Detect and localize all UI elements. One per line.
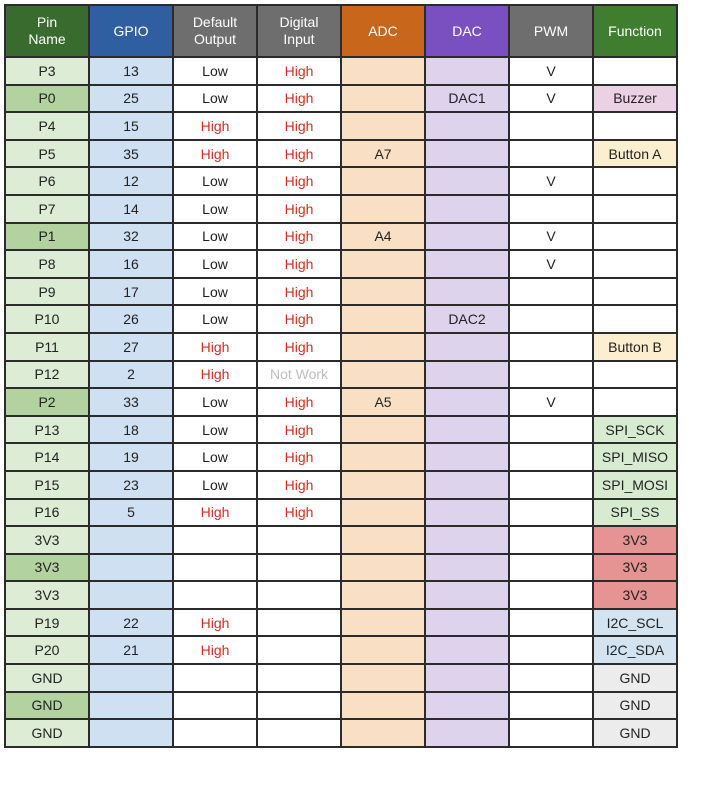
header-function: Function — [593, 5, 677, 57]
gpio-cell: 5 — [89, 499, 173, 527]
table-header — [5, 5, 677, 57]
pwm-cell — [509, 692, 593, 720]
digital-input-cell: High — [257, 85, 341, 113]
dac-cell — [425, 581, 509, 609]
default-output-cell: Low — [173, 85, 257, 113]
pwm-cell — [509, 361, 593, 389]
pin-name-cell: GND — [5, 719, 89, 747]
dac-cell — [425, 719, 509, 747]
adc-cell — [341, 554, 425, 582]
adc-cell: A4 — [341, 223, 425, 251]
pin-name-cell: P19 — [5, 609, 89, 637]
function-cell — [593, 305, 677, 333]
pin-name-cell: P13 — [5, 416, 89, 444]
default-output-cell: High — [173, 636, 257, 664]
default-output-cell: Low — [173, 195, 257, 223]
digital-input-cell — [257, 664, 341, 692]
dac-cell — [425, 250, 509, 278]
pwm-cell — [509, 443, 593, 471]
adc-cell — [341, 112, 425, 140]
digital-input-cell — [257, 692, 341, 720]
adc-cell — [341, 471, 425, 499]
pwm-cell — [509, 609, 593, 637]
default-output-cell: High — [173, 333, 257, 361]
digital-input-cell: High — [257, 112, 341, 140]
gpio-cell: 2 — [89, 361, 173, 389]
pwm-cell — [509, 416, 593, 444]
function-cell — [593, 223, 677, 251]
function-cell: GND — [593, 719, 677, 747]
digital-input-cell — [257, 526, 341, 554]
default-output-cell: High — [173, 361, 257, 389]
digital-input-cell — [257, 719, 341, 747]
adc-cell — [341, 636, 425, 664]
table-row — [5, 333, 677, 361]
adc-cell — [341, 361, 425, 389]
default-output-cell: Low — [173, 388, 257, 416]
pwm-cell — [509, 333, 593, 361]
dac-cell — [425, 388, 509, 416]
gpio-cell: 14 — [89, 195, 173, 223]
digital-input-cell: High — [257, 140, 341, 168]
function-cell — [593, 361, 677, 389]
digital-input-cell — [257, 609, 341, 637]
default-output-cell: High — [173, 609, 257, 637]
table-row — [5, 112, 677, 140]
pin-name-cell: P9 — [5, 278, 89, 306]
dac-cell: DAC1 — [425, 85, 509, 113]
pin-name-cell: 3V3 — [5, 581, 89, 609]
digital-input-cell: High — [257, 223, 341, 251]
dac-cell — [425, 112, 509, 140]
dac-cell — [425, 499, 509, 527]
digital-input-cell: High — [257, 278, 341, 306]
table-row — [5, 361, 677, 389]
table-row — [5, 223, 677, 251]
pin-name-cell: P3 — [5, 57, 89, 85]
header-dac: DAC — [425, 5, 509, 57]
table-row — [5, 305, 677, 333]
default-output-cell: Low — [173, 471, 257, 499]
table-row — [5, 554, 677, 582]
gpio-cell: 13 — [89, 57, 173, 85]
adc-cell — [341, 692, 425, 720]
digital-input-cell: High — [257, 499, 341, 527]
gpio-cell: 22 — [89, 609, 173, 637]
adc-cell — [341, 167, 425, 195]
pwm-cell: V — [509, 57, 593, 85]
adc-cell — [341, 85, 425, 113]
default-output-cell — [173, 664, 257, 692]
pwm-cell — [509, 636, 593, 664]
dac-cell — [425, 526, 509, 554]
pin-name-cell: GND — [5, 692, 89, 720]
function-cell: GND — [593, 692, 677, 720]
function-cell — [593, 195, 677, 223]
default-output-cell: High — [173, 140, 257, 168]
dac-cell — [425, 554, 509, 582]
digital-input-cell: High — [257, 305, 341, 333]
table-row — [5, 140, 677, 168]
header-pin-name: Pin Name — [5, 5, 89, 57]
digital-input-cell: High — [257, 471, 341, 499]
function-cell: SPI_MISO — [593, 443, 677, 471]
pwm-cell — [509, 140, 593, 168]
pin-name-cell: P15 — [5, 471, 89, 499]
pwm-cell: V — [509, 250, 593, 278]
adc-cell — [341, 305, 425, 333]
table-row — [5, 443, 677, 471]
function-cell: SPI_SS — [593, 499, 677, 527]
function-cell — [593, 388, 677, 416]
dac-cell — [425, 664, 509, 692]
dac-cell — [425, 278, 509, 306]
function-cell: 3V3 — [593, 526, 677, 554]
gpio-cell: 17 — [89, 278, 173, 306]
pwm-cell — [509, 526, 593, 554]
table-row — [5, 195, 677, 223]
gpio-cell: 21 — [89, 636, 173, 664]
dac-cell — [425, 195, 509, 223]
gpio-cell: 15 — [89, 112, 173, 140]
digital-input-cell: High — [257, 250, 341, 278]
function-cell: I2C_SDA — [593, 636, 677, 664]
dac-cell — [425, 692, 509, 720]
function-cell: 3V3 — [593, 554, 677, 582]
digital-input-cell — [257, 636, 341, 664]
gpio-cell — [89, 581, 173, 609]
default-output-cell — [173, 554, 257, 582]
pwm-cell — [509, 581, 593, 609]
pwm-cell: V — [509, 167, 593, 195]
gpio-cell: 33 — [89, 388, 173, 416]
adc-cell — [341, 57, 425, 85]
gpio-cell: 12 — [89, 167, 173, 195]
default-output-cell: High — [173, 112, 257, 140]
dac-cell — [425, 609, 509, 637]
digital-input-cell: High — [257, 167, 341, 195]
gpio-cell: 32 — [89, 223, 173, 251]
table-row — [5, 526, 677, 554]
adc-cell — [341, 526, 425, 554]
default-output-cell: Low — [173, 250, 257, 278]
digital-input-cell: High — [257, 57, 341, 85]
pwm-cell — [509, 278, 593, 306]
pin-name-cell: P14 — [5, 443, 89, 471]
table-row — [5, 664, 677, 692]
table-row — [5, 471, 677, 499]
default-output-cell — [173, 526, 257, 554]
table-row — [5, 250, 677, 278]
header-adc: ADC — [341, 5, 425, 57]
adc-cell — [341, 664, 425, 692]
dac-cell — [425, 167, 509, 195]
pin-name-cell: P8 — [5, 250, 89, 278]
pwm-cell — [509, 664, 593, 692]
dac-cell — [425, 471, 509, 499]
dac-cell — [425, 57, 509, 85]
dac-cell — [425, 333, 509, 361]
header-gpio: GPIO — [89, 5, 173, 57]
adc-cell — [341, 499, 425, 527]
function-cell: Button A — [593, 140, 677, 168]
gpio-cell — [89, 554, 173, 582]
table-row — [5, 609, 677, 637]
pin-table-container — [4, 4, 678, 748]
default-output-cell: Low — [173, 278, 257, 306]
table-row — [5, 388, 677, 416]
table-row — [5, 167, 677, 195]
adc-cell: A5 — [341, 388, 425, 416]
digital-input-cell — [257, 554, 341, 582]
gpio-cell: 27 — [89, 333, 173, 361]
pin-name-cell: P4 — [5, 112, 89, 140]
table-row — [5, 719, 677, 747]
gpio-cell — [89, 664, 173, 692]
function-cell — [593, 112, 677, 140]
function-cell — [593, 250, 677, 278]
default-output-cell — [173, 692, 257, 720]
adc-cell — [341, 609, 425, 637]
gpio-cell: 35 — [89, 140, 173, 168]
header-row — [5, 5, 677, 57]
default-output-cell: Low — [173, 167, 257, 195]
pin-name-cell: P16 — [5, 499, 89, 527]
digital-input-cell: High — [257, 195, 341, 223]
dac-cell: DAC2 — [425, 305, 509, 333]
adc-cell — [341, 195, 425, 223]
table-row — [5, 278, 677, 306]
pin-name-cell: 3V3 — [5, 526, 89, 554]
pin-name-cell: P6 — [5, 167, 89, 195]
adc-cell — [341, 278, 425, 306]
digital-input-cell — [257, 581, 341, 609]
function-cell: SPI_MOSI — [593, 471, 677, 499]
gpio-cell — [89, 526, 173, 554]
table-row — [5, 416, 677, 444]
function-cell — [593, 278, 677, 306]
adc-cell — [341, 416, 425, 444]
digital-input-cell: High — [257, 416, 341, 444]
adc-cell — [341, 333, 425, 361]
gpio-cell — [89, 692, 173, 720]
header-pwm: PWM — [509, 5, 593, 57]
gpio-cell: 19 — [89, 443, 173, 471]
function-cell — [593, 57, 677, 85]
table-row — [5, 85, 677, 113]
pwm-cell: V — [509, 85, 593, 113]
dac-cell — [425, 443, 509, 471]
gpio-cell: 25 — [89, 85, 173, 113]
dac-cell — [425, 416, 509, 444]
pin-name-cell: 3V3 — [5, 554, 89, 582]
pwm-cell: V — [509, 388, 593, 416]
dac-cell — [425, 223, 509, 251]
table-body — [5, 57, 677, 747]
pwm-cell — [509, 554, 593, 582]
adc-cell — [341, 719, 425, 747]
gpio-cell — [89, 719, 173, 747]
default-output-cell — [173, 719, 257, 747]
pin-name-cell: P5 — [5, 140, 89, 168]
digital-input-cell: High — [257, 333, 341, 361]
function-cell: GND — [593, 664, 677, 692]
table-row — [5, 57, 677, 85]
dac-cell — [425, 140, 509, 168]
pwm-cell — [509, 112, 593, 140]
function-cell — [593, 167, 677, 195]
gpio-cell: 23 — [89, 471, 173, 499]
default-output-cell — [173, 581, 257, 609]
function-cell: Button B — [593, 333, 677, 361]
table-row — [5, 581, 677, 609]
default-output-cell: High — [173, 499, 257, 527]
digital-input-cell: High — [257, 443, 341, 471]
adc-cell — [341, 250, 425, 278]
default-output-cell: Low — [173, 223, 257, 251]
pin-name-cell: P10 — [5, 305, 89, 333]
dac-cell — [425, 636, 509, 664]
pin-name-cell: P7 — [5, 195, 89, 223]
table-row — [5, 499, 677, 527]
adc-cell — [341, 581, 425, 609]
table-row — [5, 636, 677, 664]
digital-input-cell: High — [257, 388, 341, 416]
pwm-cell: V — [509, 223, 593, 251]
adc-cell: A7 — [341, 140, 425, 168]
pwm-cell — [509, 471, 593, 499]
gpio-cell: 18 — [89, 416, 173, 444]
pin-name-cell: P12 — [5, 361, 89, 389]
dac-cell — [425, 361, 509, 389]
header-default-output: Default Output — [173, 5, 257, 57]
pin-table — [4, 4, 678, 748]
header-digital-input: Digital Input — [257, 5, 341, 57]
pwm-cell — [509, 305, 593, 333]
function-cell: SPI_SCK — [593, 416, 677, 444]
pin-name-cell: P0 — [5, 85, 89, 113]
gpio-cell: 16 — [89, 250, 173, 278]
function-cell: I2C_SCL — [593, 609, 677, 637]
default-output-cell: Low — [173, 416, 257, 444]
default-output-cell: Low — [173, 305, 257, 333]
pin-name-cell: P20 — [5, 636, 89, 664]
pwm-cell — [509, 195, 593, 223]
pwm-cell — [509, 499, 593, 527]
pwm-cell — [509, 719, 593, 747]
pin-name-cell: P11 — [5, 333, 89, 361]
adc-cell — [341, 443, 425, 471]
gpio-cell: 26 — [89, 305, 173, 333]
default-output-cell: Low — [173, 443, 257, 471]
function-cell: Buzzer — [593, 85, 677, 113]
function-cell: 3V3 — [593, 581, 677, 609]
pin-name-cell: GND — [5, 664, 89, 692]
pin-name-cell: P1 — [5, 223, 89, 251]
table-row — [5, 692, 677, 720]
digital-input-cell: Not Work — [257, 361, 341, 389]
default-output-cell: Low — [173, 57, 257, 85]
pin-name-cell: P2 — [5, 388, 89, 416]
